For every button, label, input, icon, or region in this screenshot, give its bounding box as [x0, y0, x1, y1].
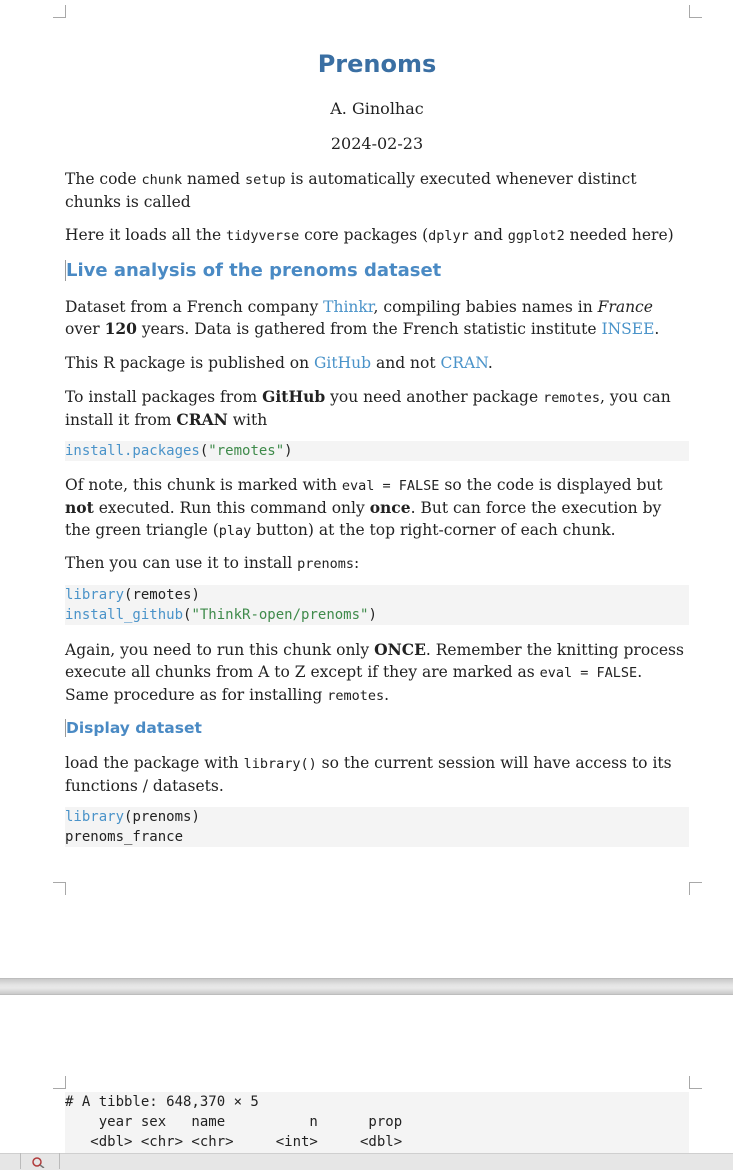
code-chunk-install-remotes[interactable]: install.packages("remotes") [65, 441, 689, 461]
paragraph-again: Again, you need to run this chunk only ONCE. Remember the knitting process execute all chunks from A to Z except if they are marked as eval = FALSE. Same procedure as for installing remotes. [65, 640, 684, 704]
document-date: 2024-02-23 [330, 134, 424, 153]
inline-code: prenoms [297, 556, 354, 572]
inline-code: chunk [141, 172, 183, 188]
inline-code: remotes [327, 688, 385, 704]
inline-code: dplyr [428, 228, 469, 244]
output-line: year sex name n prop [65, 1114, 403, 1130]
paragraph-dataset: Dataset from a French company Thinkr, compiling babies names in France over 120 years. Data is gathered from the French statistic institute INSEE. [65, 298, 660, 338]
page-corner-mark [689, 1076, 702, 1089]
paragraph-note: Of note, this chunk is marked with eval = FALSE so the code is displayed but not executed. Run this command only once. But can force the execution by the green triangle (play button) at the top right-corner of each chunk. [65, 476, 663, 539]
inline-code: eval = FALSE [341, 478, 440, 494]
inline-code: remotes [543, 390, 600, 406]
link-thinkr[interactable]: Thinkr [323, 298, 374, 316]
document-author: A. Ginolhac [330, 99, 424, 118]
paragraph-published: This R package is published on GitHub and not CRAN. [65, 354, 493, 372]
link-insee[interactable]: INSEE [601, 320, 655, 338]
paragraph-setup: The code chunk named setup is automatically executed whenever distinct chunks is called [65, 170, 637, 211]
code-chunk-library-prenoms[interactable]: library(prenoms) prenoms_france [65, 807, 689, 847]
inline-code: library() [243, 756, 317, 772]
page-corner-mark [53, 882, 66, 895]
toolbar-search-icon[interactable] [20, 1153, 60, 1169]
page-corner-mark [689, 882, 702, 895]
page-corner-mark [53, 5, 66, 18]
inline-code: setup [244, 172, 286, 188]
bottom-toolbar [0, 1153, 733, 1170]
link-cran[interactable]: CRAN [440, 354, 488, 372]
link-github[interactable]: GitHub [314, 354, 372, 372]
page-separator [0, 978, 733, 995]
page-corner-mark [689, 5, 702, 18]
output-line: <dbl> <chr> <chr> <int> <dbl> [65, 1134, 403, 1150]
output-line: # A tibble: 648,370 × 5 [65, 1094, 259, 1110]
section-heading-live-analysis: Live analysis of the prenoms dataset [65, 260, 690, 281]
inline-code: eval = FALSE [539, 665, 638, 681]
inline-code: ggplot2 [507, 228, 565, 244]
document-title: Prenoms [317, 50, 437, 78]
inline-code: play [218, 523, 252, 539]
inline-code: tidyverse [226, 228, 300, 244]
paragraph-load: load the package with library() so the current session will have access to its functions / datasets. [65, 754, 672, 795]
page-corner-mark [53, 1076, 66, 1089]
section-heading-display-dataset: Display dataset [65, 719, 690, 737]
paragraph-tidyverse: Here it loads all the tidyverse core packages (dplyr and ggplot2 needed here) [65, 226, 674, 244]
code-chunk-install-prenoms[interactable]: library(remotes) install_github("ThinkR-open/prenoms") [65, 585, 689, 625]
paragraph-then: Then you can use it to install prenoms: [65, 554, 360, 572]
paragraph-install: To install packages from GitHub you need another package remotes, you can install it from CRAN with [65, 387, 671, 429]
